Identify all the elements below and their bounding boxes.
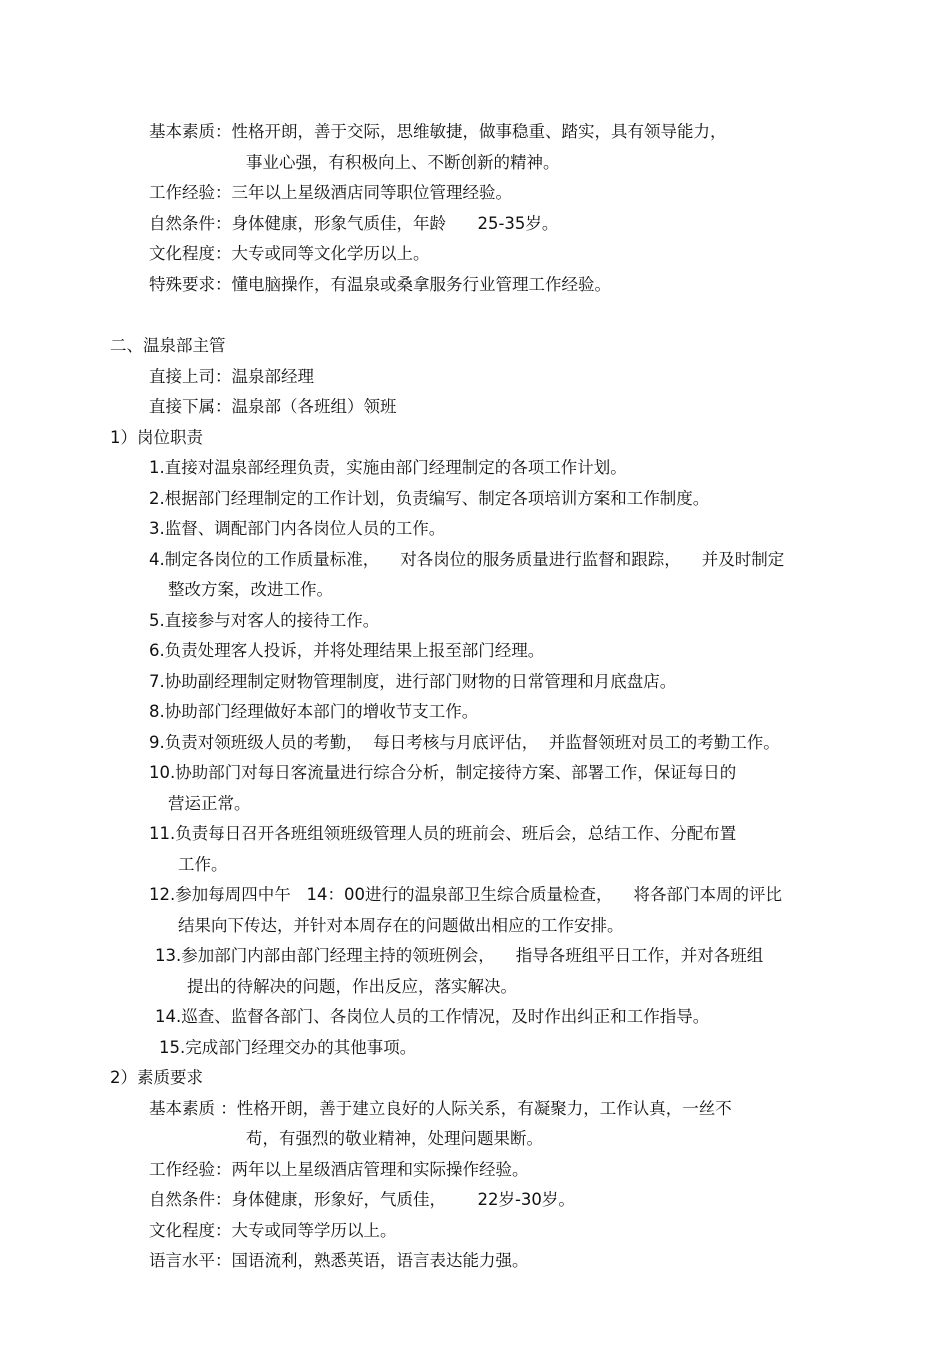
duty-item: 7.协助副经理制定财物管理制度，进行部门财物的日常管理和月底盘店。 bbox=[149, 672, 677, 691]
duty-item: 12.参加每周四中午 14：00进行的温泉部卫生综合质量检查， 将各部门本周的评比 bbox=[149, 885, 782, 904]
duty-item: 6.负责处理客人投诉，并将处理结果上报至部门经理。 bbox=[149, 641, 545, 660]
duty-item: 14.巡查、监督各部门、各岗位人员的工作情况，及时作出纠正和工作指导。 bbox=[155, 1007, 710, 1026]
duty-item: 9.负责对领班级人员的考勤， 每日考核与月底评估， 并监督领班对员工的考勤工作。 bbox=[149, 733, 780, 752]
duties-heading: 1）岗位职责 bbox=[110, 428, 203, 447]
basic-quality-line-2: 事业心强，有积极向上、不断创新的精神。 bbox=[246, 153, 560, 172]
duty-item: 2.根据部门经理制定的工作计划，负责编写、制定各项培训方案和工作制度。 bbox=[149, 489, 710, 508]
natural-conditions: 自然条件：身体健康，形象好，气质佳， 22岁-30岁。 bbox=[149, 1190, 575, 1209]
duty-item: 5.直接参与对客人的接待工作。 bbox=[149, 611, 380, 630]
basic-quality-line-2: 苟，有强烈的敬业精神，处理问题果断。 bbox=[246, 1129, 543, 1148]
education-level: 文化程度：大专或同等文化学历以上。 bbox=[149, 244, 430, 263]
special-requirements: 特殊要求：懂电脑操作，有温泉或桑拿服务行业管理工作经验。 bbox=[149, 275, 611, 294]
duty-item-continuation: 工作。 bbox=[178, 855, 228, 874]
duty-item: 8.协助部门经理做好本部门的增收节支工作。 bbox=[149, 702, 479, 721]
duty-item-continuation: 提出的待解决的问题，作出反应，落实解决。 bbox=[187, 977, 517, 996]
duty-item: 13.参加部门内部由部门经理主持的领班例会， 指导各班组平日工作，并对各班组 bbox=[155, 946, 764, 965]
basic-quality-line-1: 基本素质 ：性格开朗，善于建立良好的人际关系，有凝聚力，工作认真，一丝不 bbox=[149, 1099, 732, 1118]
duty-item: 1.直接对温泉部经理负责，实施由部门经理制定的各项工作计划。 bbox=[149, 458, 627, 477]
education-level: 文化程度：大专或同等学历以上。 bbox=[149, 1221, 397, 1240]
duty-item-continuation: 营运正常。 bbox=[168, 794, 251, 813]
basic-quality-line-1: 基本素质：性格开朗，善于交际，思维敏捷，做事稳重、踏实，具有领导能力， bbox=[149, 122, 727, 141]
duty-item: 10.协助部门对每日客流量进行综合分析，制定接待方案、部署工作，保证每日的 bbox=[149, 763, 737, 782]
natural-conditions: 自然条件：身体健康，形象气质佳，年龄 25-35岁。 bbox=[149, 214, 559, 233]
work-experience: 工作经验：三年以上星级酒店同等职位管理经验。 bbox=[149, 183, 512, 202]
direct-subordinate: 直接下属：温泉部（各班组）领班 bbox=[149, 397, 397, 416]
quality-heading: 2）素质要求 bbox=[110, 1068, 203, 1087]
duty-item: 3.监督、调配部门内各岗位人员的工作。 bbox=[149, 519, 446, 538]
direct-superior: 直接上司：温泉部经理 bbox=[149, 367, 314, 386]
work-experience: 工作经验：两年以上星级酒店管理和实际操作经验。 bbox=[149, 1160, 529, 1179]
duty-item: 15.完成部门经理交办的其他事项。 bbox=[159, 1038, 417, 1057]
duty-item-continuation: 结果向下传达，并针对本周存在的问题做出相应的工作安排。 bbox=[178, 916, 624, 935]
duty-item-continuation: 整改方案，改进工作。 bbox=[168, 580, 333, 599]
duty-item: 11.负责每日召开各班组领班级管理人员的班前会、班后会，总结工作、分配布置 bbox=[149, 824, 737, 843]
section-title: 二、温泉部主管 bbox=[110, 336, 226, 355]
duty-item: 4.制定各岗位的工作质量标准， 对各岗位的服务质量进行监督和跟踪， 并及时制定 bbox=[149, 550, 785, 569]
language-level: 语言水平：国语流利，熟悉英语，语言表达能力强。 bbox=[149, 1251, 529, 1270]
